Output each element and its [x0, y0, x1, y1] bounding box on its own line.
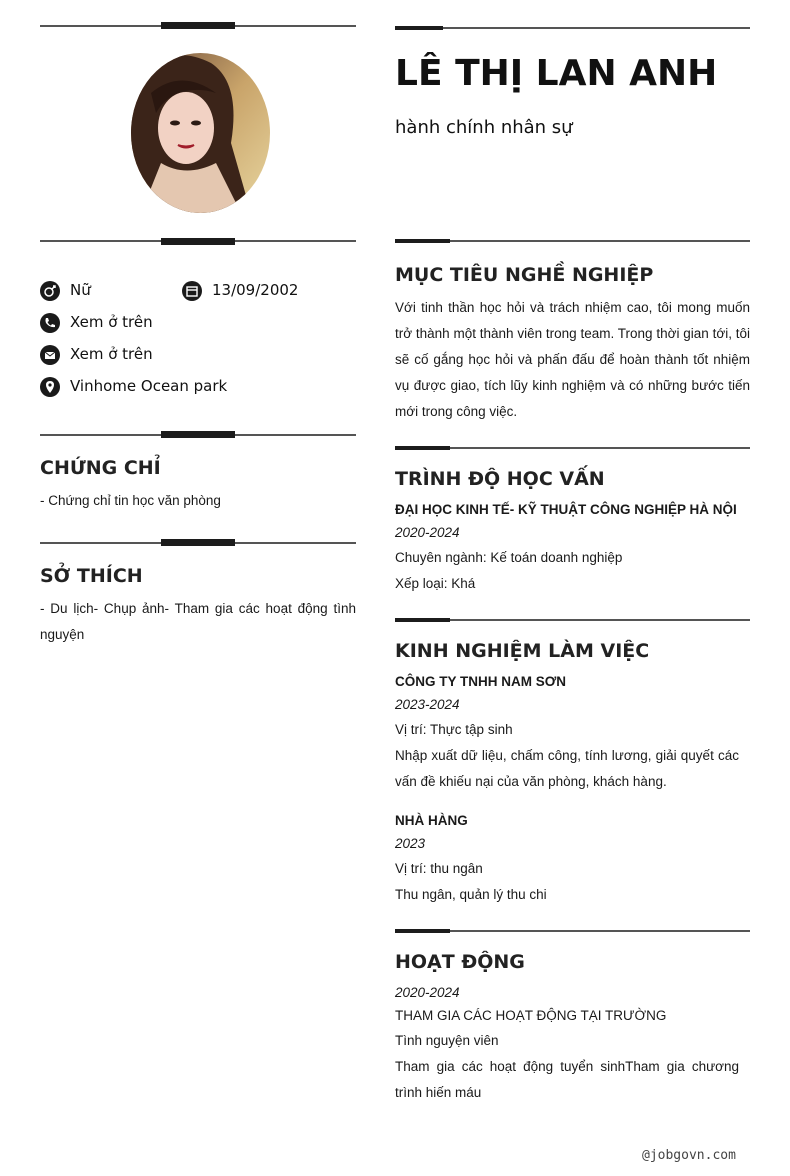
education-grade: Xếp loại: Khá [395, 576, 476, 591]
education-heading: TRÌNH ĐỘ HỌC VẤN [395, 468, 605, 490]
experience-heading: KINH NGHIỆM LÀM VIỆC [395, 640, 650, 662]
activities-description: Tham gia các hoạt động tuyển sinhTham gia chương trình hiến máu [395, 1059, 739, 1100]
right-rule-5-accent [395, 929, 450, 933]
left-rule-3-accent [161, 431, 235, 438]
candidate-name: LÊ THỊ LAN ANH [395, 53, 718, 94]
certificate-item: - Chứng chỉ tin học văn phòng [40, 493, 221, 508]
right-rule-1-accent [395, 26, 443, 30]
email-icon [40, 345, 60, 365]
left-rule-4-accent [161, 539, 235, 546]
hobbies-heading: SỞ THÍCH [40, 565, 143, 587]
location-pin-icon [40, 377, 60, 397]
education-major: Chuyên ngành: Kế toán doanh nghiệp [395, 550, 623, 565]
job-period: 2023 [395, 836, 426, 851]
education-period: 2020-2024 [395, 525, 460, 540]
activities-role: Tình nguyện viên [395, 1033, 499, 1048]
job-position: Vị trí: thu ngân [395, 861, 483, 876]
job-period: 2023-2024 [395, 697, 460, 712]
candidate-title: hành chính nhân sự [395, 117, 573, 138]
hobbies-text: - Du lịch- Chụp ảnh- Tham gia các hoạt động tình nguyện [40, 601, 356, 642]
email-value: Xem ở trên [70, 345, 153, 363]
left-rule-1-accent [161, 22, 235, 29]
watermark: @jobgovn.com [642, 1148, 736, 1163]
gender-value: Nữ [70, 281, 91, 299]
right-rule-3-accent [395, 446, 450, 450]
job-company: NHÀ HÀNG [395, 813, 468, 828]
right-rule-4-accent [395, 618, 450, 622]
avatar [131, 53, 270, 213]
certificates-heading: CHỨNG CHỈ [40, 457, 161, 479]
job-description: Thu ngân, quản lý thu chi [395, 887, 547, 902]
address-value: Vinhome Ocean park [70, 377, 228, 395]
phone-icon [40, 313, 60, 333]
education-school: ĐẠI HỌC KINH TẾ- KỸ THUẬT CÔNG NGHIỆP HÀ NỘI [395, 502, 737, 517]
phone-value: Xem ở trên [70, 313, 153, 331]
objective-heading: MỤC TIÊU NGHỀ NGHIỆP [395, 264, 654, 286]
job-position: Vị trí: Thực tập sinh [395, 722, 513, 737]
right-rule-2-accent [395, 239, 450, 243]
gender-icon [40, 281, 60, 301]
left-rule-2-accent [161, 238, 235, 245]
right-rule-1 [395, 27, 750, 29]
objective-text: Với tinh thần học hỏi và trách nhiệm cao, tôi mong muốn trở thành một thành viên trong team. Trong thời gian tới, tôi sẽ cố gắng học hỏi và phấn đấu để hoàn thành tốt nhiệm vụ được giao, tích lũy kinh nghiệm và có những bước tiến mới trong công việc. [395, 300, 750, 419]
job-company: CÔNG TY TNHH NAM SƠN [395, 674, 567, 689]
calendar-icon [182, 281, 202, 301]
job-description: Nhập xuất dữ liệu, chấm công, tính lương, giải quyết các vấn đề khiếu nại của văn phòng, khách hàng. [395, 748, 739, 789]
activities-title: THAM GIA CÁC HOẠT ĐỘNG TẠI TRƯỜNG [395, 1008, 667, 1023]
activities-heading: HOẠT ĐỘNG [395, 951, 525, 973]
birthday-value: 13/09/2002 [212, 281, 299, 299]
activities-period: 2020-2024 [395, 985, 460, 1000]
